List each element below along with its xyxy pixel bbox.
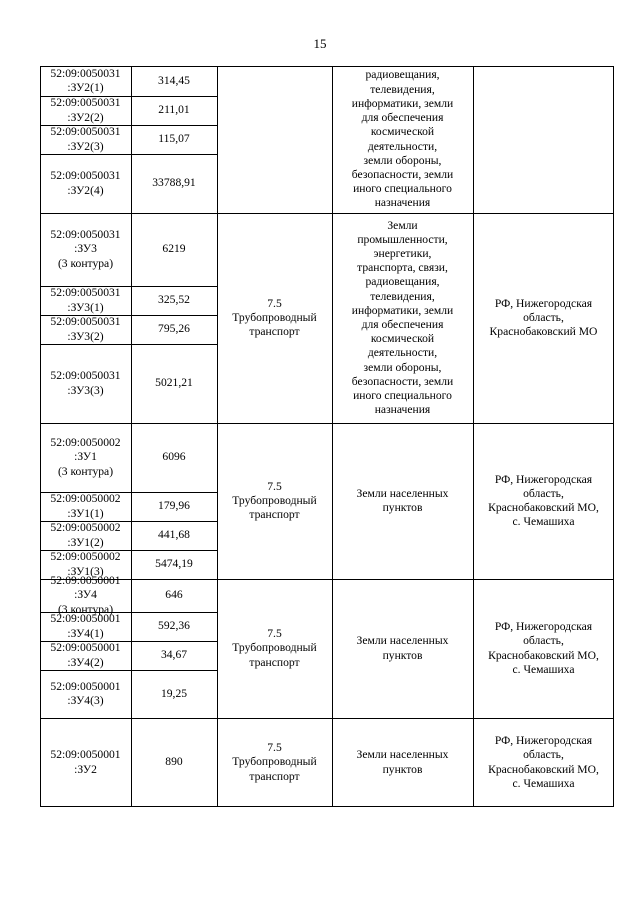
area-cell xyxy=(131,670,217,718)
land-category-cell xyxy=(332,423,473,579)
area-value: 5474,19 xyxy=(155,557,193,571)
permitted-use-cell-line: транспорт xyxy=(249,508,300,522)
permitted-use-cell-line: 7.5 xyxy=(267,296,282,310)
land-category-cell-line: иного специального xyxy=(353,182,452,196)
land-category-cell-line: Земли xyxy=(387,218,418,232)
parcel-number-cell-line: 52:09:0050001 xyxy=(50,574,121,588)
land-category-cell-line: транспорта, связи, xyxy=(357,261,448,275)
parcel-number-cell-line: 52:09:0050031 xyxy=(50,286,121,300)
parcel-number-cell xyxy=(40,66,131,96)
parcel-number-cell-line: :ЗУ4 xyxy=(74,588,97,602)
parcel-number-cell xyxy=(40,521,131,550)
permitted-use-cell-line: 7.5 xyxy=(267,627,282,641)
location-cell-line: с. Чемашиха xyxy=(512,776,575,790)
area-cell xyxy=(131,521,217,550)
location-cell-line: с. Чемашиха xyxy=(512,515,575,529)
parcel-number-cell-line: 52:09:0050001 xyxy=(50,641,121,655)
land-category-cell-line: пунктов xyxy=(382,501,423,514)
land-category-cell-line: пунктов xyxy=(382,762,423,776)
area-cell xyxy=(131,718,217,807)
land-category-cell-line: иного специального xyxy=(353,389,452,403)
land-category-cell-line: Земли населенных xyxy=(356,486,449,500)
parcel-number-cell-line: (3 контура) xyxy=(57,602,114,616)
area-value: 5021,21 xyxy=(155,376,193,390)
land-category-cell-line: безопасности, земли xyxy=(351,167,454,181)
location-cell xyxy=(473,718,614,807)
permitted-use-cell-line: Трубопроводный xyxy=(232,641,317,655)
area-value: 314,45 xyxy=(158,73,190,87)
land-category-cell-line: земли обороны, xyxy=(363,360,442,374)
land-category-cell-line: для обеспечения xyxy=(361,318,444,331)
location-cell-line: Краснобаковский МО xyxy=(489,325,598,339)
area-cell xyxy=(131,96,217,125)
location-cell-line: область, xyxy=(523,748,564,762)
location-cell-line: область, xyxy=(523,310,564,324)
parcel-number-cell-line: :ЗУ2(1) xyxy=(67,81,104,94)
location-cell-line: Краснобаковский МО, xyxy=(488,648,599,662)
location-cell xyxy=(473,66,614,213)
location-cell-line: РФ, Нижегородская xyxy=(494,472,593,486)
permitted-use-cell-line: 7.5 xyxy=(267,479,282,493)
area-cell xyxy=(131,612,217,641)
area-cell xyxy=(131,154,217,213)
land-category-cell xyxy=(332,718,473,807)
area-value: 646 xyxy=(165,588,183,602)
land-category-cell-line: телевидения, xyxy=(370,289,435,303)
land-category-cell-line: энергетики, xyxy=(373,246,432,260)
parcel-number-cell-line: 52:09:0050002 xyxy=(50,550,121,564)
area-cell xyxy=(131,423,217,492)
parcel-number-cell-line: :ЗУ2(4) xyxy=(67,183,104,197)
parcel-number-cell-line: 52:09:0050001 xyxy=(50,748,121,762)
location-cell-line: РФ, Нижегородская xyxy=(494,296,593,310)
permitted-use-cell-line: Трубопроводный xyxy=(232,310,317,324)
location-cell-line: Краснобаковский МО, xyxy=(488,762,599,776)
parcel-number-cell-line: :ЗУ3 xyxy=(74,242,97,256)
parcel-number-cell-line: :ЗУ2(3) xyxy=(67,139,104,153)
parcel-number-cell-line: :ЗУ3(1) xyxy=(67,300,104,314)
area-value: 795,26 xyxy=(158,322,190,336)
parcel-number-cell-line: 52:09:0050002 xyxy=(50,521,121,535)
area-cell xyxy=(131,641,217,670)
parcel-number-cell-line: (3 контура) xyxy=(57,256,114,270)
parcel-number-cell-line: 52:09:0050001 xyxy=(50,679,121,693)
land-category-cell-line: для обеспечения xyxy=(361,111,444,125)
parcel-number-cell-line: :ЗУ2(2) xyxy=(67,110,104,124)
location-cell xyxy=(473,213,614,423)
area-value: 441,68 xyxy=(158,528,190,542)
page-number: 15 xyxy=(313,36,327,51)
parcel-number-cell xyxy=(40,641,131,670)
parcel-number-cell-line: 52:09:0050031 xyxy=(50,169,121,183)
parcel-number-cell-line: 52:09:0050002 xyxy=(50,436,121,450)
location-cell-line: РФ, Нижегородская xyxy=(494,620,593,634)
permitted-use-cell xyxy=(217,579,332,718)
parcel-number-cell-line: 52:09:0050001 xyxy=(50,612,121,626)
parcel-number-cell xyxy=(40,718,131,807)
parcel-number-cell xyxy=(40,574,131,616)
parcel-number-cell xyxy=(40,154,131,213)
land-category-cell-line: деятельности, xyxy=(367,346,438,360)
area-cell xyxy=(131,579,217,612)
parcel-number-cell xyxy=(40,423,131,492)
parcel-number-cell-line: (3 контура) xyxy=(57,464,114,478)
land-category-cell-line: Земли населенных xyxy=(356,634,449,648)
parcel-number-cell xyxy=(40,286,131,315)
parcel-number-cell-line: 52:09:0050031 xyxy=(50,369,121,383)
area-value: 6219 xyxy=(162,242,186,256)
permitted-use-cell xyxy=(217,423,332,579)
permitted-use-cell-line: Трубопроводный xyxy=(232,755,317,769)
land-category-cell-line: назначения xyxy=(374,403,431,417)
area-cell xyxy=(131,344,217,423)
parcel-number-cell-line: :ЗУ4(3) xyxy=(67,694,104,707)
parcel-number-cell xyxy=(40,315,131,344)
permitted-use-cell xyxy=(217,213,332,423)
parcel-number-cell-line: 52:09:0050031 xyxy=(50,96,121,110)
land-category-cell-line: радиовещания, xyxy=(365,275,440,289)
location-cell-line: область, xyxy=(523,634,564,648)
parcel-number-cell-line: 52:09:0050031 xyxy=(50,125,121,139)
area-value: 592,36 xyxy=(158,619,190,633)
parcel-number-cell-line: :ЗУ2 xyxy=(74,762,97,776)
parcel-number-cell-line: :ЗУ1(1) xyxy=(67,506,104,520)
land-category-cell-line: радиовещания, xyxy=(365,68,440,82)
area-value: 6096 xyxy=(162,450,186,464)
land-category-cell-line: промышленности, xyxy=(357,232,448,246)
land-category-cell-line: пунктов xyxy=(382,648,423,662)
parcel-number-cell xyxy=(40,96,131,125)
land-category-cell-line: безопасности, земли xyxy=(351,374,454,388)
parcel-number-cell-line: 52:09:0050002 xyxy=(50,492,121,506)
land-category-cell-line: космической xyxy=(370,125,435,139)
area-value: 33788,91 xyxy=(152,176,196,190)
location-cell xyxy=(473,579,614,718)
parcel-number-cell xyxy=(40,492,131,521)
permitted-use-cell xyxy=(217,718,332,807)
area-value: 115,07 xyxy=(158,132,190,146)
permitted-use-cell xyxy=(217,66,332,213)
location-cell-line: с. Чемашиха xyxy=(512,662,575,676)
parcel-number-cell-line: :ЗУ4(1) xyxy=(67,626,104,640)
parcel-number-cell-line: 52:09:0050031 xyxy=(50,315,121,329)
land-category-cell xyxy=(332,579,473,718)
permitted-use-cell-line: Трубопроводный xyxy=(232,493,317,507)
parcel-number-cell xyxy=(40,612,131,641)
area-cell xyxy=(131,66,217,96)
area-value: 890 xyxy=(165,755,183,769)
area-cell xyxy=(131,492,217,521)
permitted-use-cell-line: 7.5 xyxy=(267,741,282,755)
parcel-number-cell-line: :ЗУ1 xyxy=(74,450,97,464)
land-category-cell-line: телевидения, xyxy=(370,82,435,96)
parcel-number-cell-line: :ЗУ1(2) xyxy=(67,535,104,549)
parcel-number-cell xyxy=(40,670,131,718)
location-cell-line: Краснобаковский МО, xyxy=(488,501,599,514)
parcel-number-cell-line: 52:09:0050031 xyxy=(50,228,121,242)
area-value: 179,96 xyxy=(158,499,190,513)
area-cell xyxy=(131,550,217,579)
parcel-number-cell-line: :ЗУ1(3) xyxy=(67,564,104,578)
parcel-number-cell-line: :ЗУ3(3) xyxy=(67,383,104,397)
land-category-cell-line: назначения xyxy=(374,196,431,210)
land-category-cell-line: земли обороны, xyxy=(363,153,442,167)
area-value: 19,25 xyxy=(160,686,188,700)
parcel-number-cell xyxy=(40,344,131,423)
parcel-number-cell-line: :ЗУ3(2) xyxy=(67,329,104,343)
area-cell xyxy=(131,286,217,315)
parcel-number-cell-line: 52:09:0050031 xyxy=(50,66,121,80)
location-cell xyxy=(473,423,614,579)
land-category-cell xyxy=(332,213,473,423)
land-category-cell-line: Земли населенных xyxy=(356,748,449,762)
land-category-cell xyxy=(332,66,473,213)
permitted-use-cell-line: транспорт xyxy=(249,769,300,783)
location-cell-line: РФ, Нижегородская xyxy=(494,734,593,748)
land-category-cell-line: информатики, земли xyxy=(351,96,454,110)
land-category-cell-line: информатики, земли xyxy=(351,303,454,317)
parcel-number-cell-line: :ЗУ4(2) xyxy=(67,655,104,669)
land-category-cell-line: космической xyxy=(370,332,435,346)
area-cell xyxy=(131,125,217,154)
location-cell-line: область, xyxy=(523,486,564,500)
parcel-number-cell xyxy=(40,213,131,286)
land-parcels-table xyxy=(40,66,614,807)
area-cell xyxy=(131,213,217,286)
area-value: 325,52 xyxy=(158,293,190,307)
land-category-cell-line: деятельности, xyxy=(367,139,438,153)
parcel-number-cell xyxy=(40,125,131,154)
area-cell xyxy=(131,315,217,344)
area-value: 34,67 xyxy=(160,648,188,662)
permitted-use-cell-line: транспорт xyxy=(249,325,300,339)
permitted-use-cell-line: транспорт xyxy=(249,655,300,669)
area-value: 211,01 xyxy=(158,103,190,117)
